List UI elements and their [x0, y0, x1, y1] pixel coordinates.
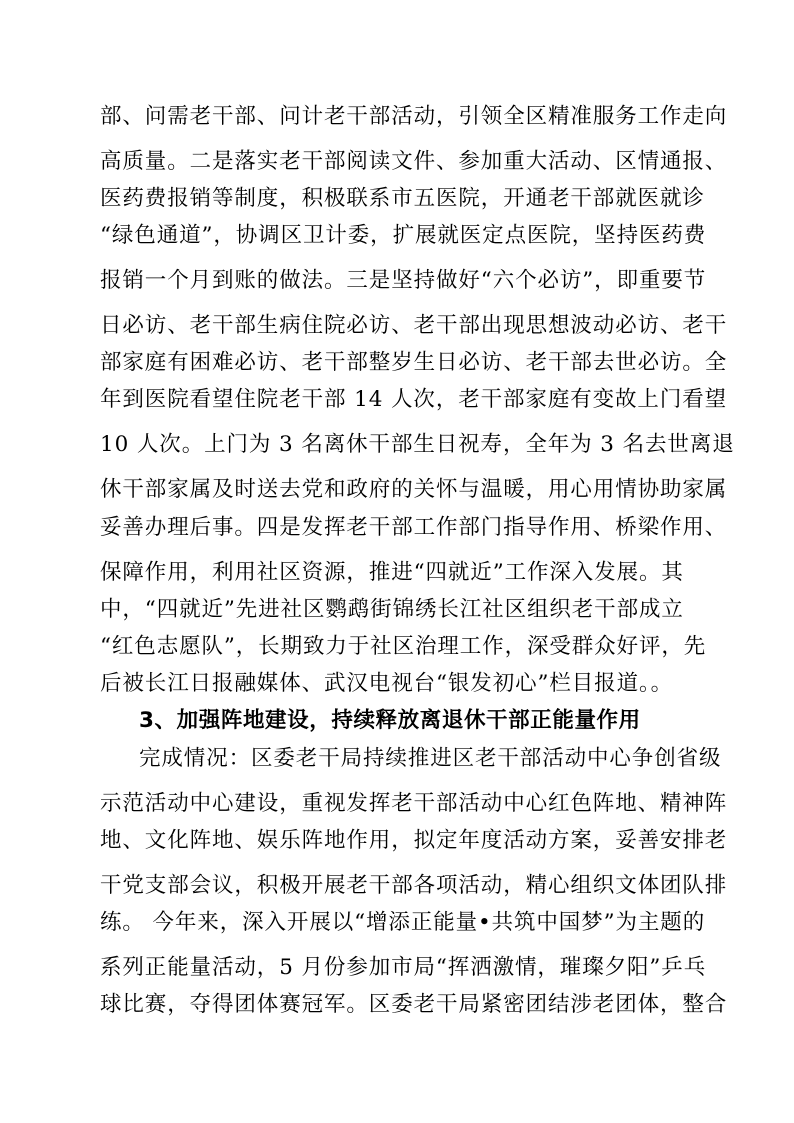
paragraph-line: 系列正能量活动，5 月份参加市局“挥洒激情，璀璨夕阳”乒乓 — [100, 955, 707, 980]
paragraph-line: 保障作用，利用社区资源，推进“四就近”工作深入发展。其 — [100, 560, 684, 585]
paragraph-line: 医药费报销等制度，积极联系市五医院，开通老干部就医就诊 — [100, 186, 705, 211]
paragraph-line: 地、文化阵地、娱乐阵地作用，拟定年度活动方案，妥善安排老 — [100, 828, 728, 853]
paragraph-line: 年到医院看望住院老干部 14 人次，老干部家庭有变故上门看望 — [100, 387, 728, 412]
paragraph-line: 后被长江日报融媒体、武汉电视台“银发初心”栏目报道。。 — [100, 671, 674, 696]
paragraph-line: 妥善办理后事。四是发挥老干部工作部门指导作用、桥梁作用、 — [100, 515, 728, 540]
paragraph-line: 练。 今年来，深入开展以“增添正能量•共筑中国梦”为主题的 — [100, 910, 706, 935]
paragraph-line: 日必访、老干部生病住院必访、老干部出现思想波动必访、老干 — [100, 313, 728, 338]
paragraph-line: 部家庭有困难必访、老干部整岁生日必访、老干部去世必访。全 — [100, 350, 728, 375]
paragraph-line: 球比赛，夺得团体赛冠军。区委老干局紧密团结涉老团体，整合 — [100, 992, 728, 1017]
paragraph-line: 完成情况：区委老干局持续推进区老干部活动中心争创省级 — [139, 746, 722, 771]
paragraph-line: “红色志愿队”，长期致力于社区治理工作，深受群众好评，先 — [100, 634, 707, 659]
section-heading: 3、加强阵地建设，持续释放离退休干部正能量作用 — [139, 708, 641, 733]
paragraph-line: 高质量。二是落实老干部阅读文件、参加重大活动、区情通报、 — [100, 149, 728, 174]
paragraph-line: “绿色通道”，协调区卫计委，扩展就医定点医院，坚持医药费 — [100, 223, 707, 248]
paragraph-line: 报销一个月到账的做法。三是坚持做好“六个必访”，即重要节 — [100, 268, 707, 293]
paragraph-line: 10 人次。上门为 3 名离休干部生日祝寿，全年为 3 名去世离退 — [100, 432, 735, 457]
paragraph-line: 中，“四就近”先进社区鹦鹉街锦绣长江社区组织老干部成立 — [100, 597, 684, 622]
paragraph-line: 干党支部会议，积极开展老干部各项活动，精心组织文体团队排 — [100, 873, 728, 898]
paragraph-line: 部、问需老干部、问计老干部活动，引领全区精准服务工作走向 — [100, 104, 728, 129]
paragraph-line: 示范活动中心建设，重视发挥老干部活动中心红色阵地、精神阵 — [100, 791, 728, 816]
paragraph-line: 休干部家属及时送去党和政府的关怀与温暖，用心用情协助家属 — [100, 477, 728, 502]
